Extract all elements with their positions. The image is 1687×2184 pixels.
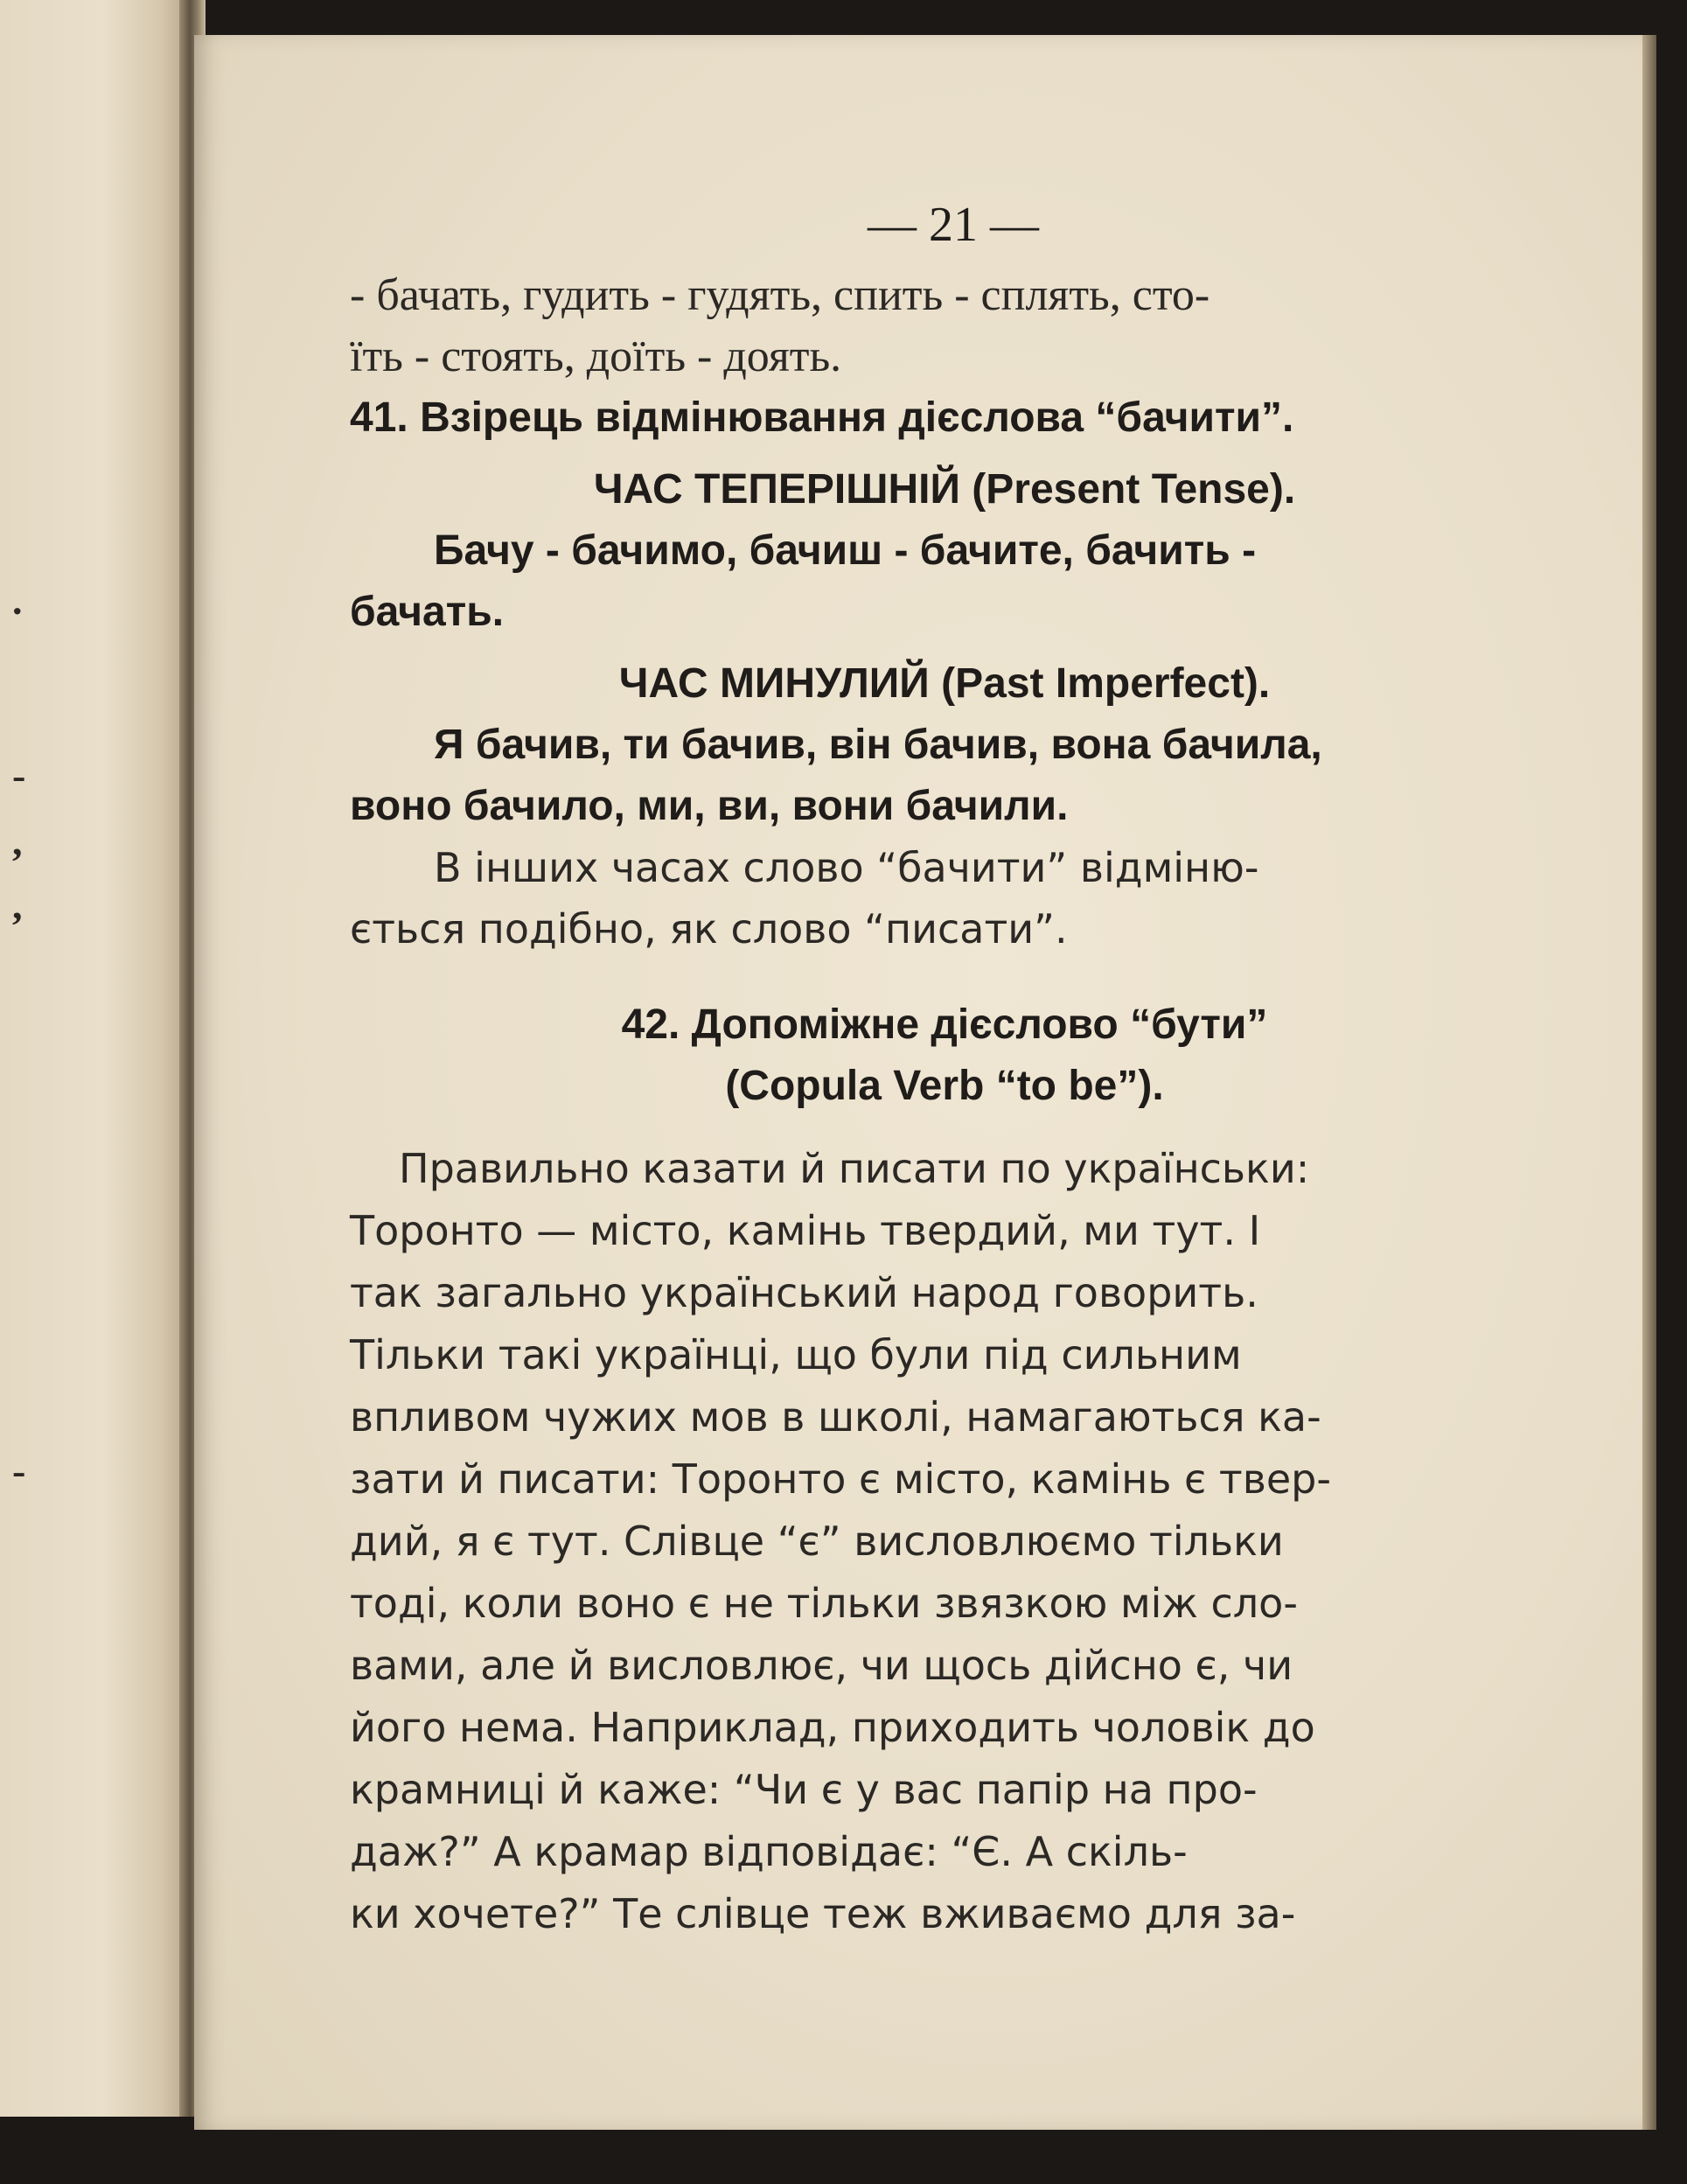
section-subheading: (Copula Verb “to be”). xyxy=(725,1063,1164,1109)
subheading-past-imperfect: ЧАС МИНУЛИЙ (Past Imperfect). xyxy=(618,660,1271,707)
text-line: їть - стоять, доїть - доять. xyxy=(350,331,842,381)
left-page-edge-mark: . xyxy=(12,578,23,623)
section-heading: 42. Допоміжне дієслово “бути” xyxy=(621,1001,1268,1048)
text-line: крамниці й каже: “Чи є у вас папір на про- xyxy=(350,1766,1258,1813)
text-line: ється подібно, як слово “писати”. xyxy=(350,905,1068,952)
text-line: дий, я є тут. Слівце “є” висловлюємо тільки xyxy=(350,1518,1284,1565)
text-line: тоді, коли воно є не тільки звязкою між сло- xyxy=(350,1580,1298,1627)
text-line: даж?” А крамар відповідає: “Є. А скіль- xyxy=(350,1828,1188,1875)
left-page-edge-mark: - xyxy=(12,753,26,798)
left-page xyxy=(0,0,188,2117)
section-heading: 41. Взірець відмінювання дієслова “бачити”. xyxy=(350,394,1294,441)
text-line: Торонто — місто, камінь твердий, ми тут. І xyxy=(350,1207,1261,1254)
text-line: Бачу - бачимо, бачиш - бачите, бачить - xyxy=(434,527,1257,574)
text-line: впливом чужих мов в школі, намагаються ка- xyxy=(350,1393,1321,1441)
text-line: воно бачило, ми, ви, вони бачили. xyxy=(350,783,1069,829)
text-line: його нема. Наприклад, приходить чоловік до xyxy=(350,1704,1315,1751)
text-line: - бачать, гудить - гудять, спить - сплять, сто- xyxy=(350,270,1210,320)
page-content xyxy=(350,197,1539,1945)
text-line: вами, але й висловлює, чи щось дійсно є, чи xyxy=(350,1642,1293,1689)
text-line: Правильно казати й писати по українськи: xyxy=(399,1145,1310,1192)
page-edge xyxy=(1642,35,1656,2130)
text-line: бачать. xyxy=(350,589,505,635)
left-page-edge-mark: - xyxy=(12,1448,26,1493)
left-page-edge-mark: , xyxy=(12,819,23,863)
left-page-edge-mark: , xyxy=(12,883,23,927)
text-line: Я бачив, ти бачив, він бачив, вона бачила, xyxy=(434,722,1322,768)
text-line: Тільки такі українці, що були під сильним xyxy=(350,1331,1242,1378)
subheading-present-tense: ЧАС ТЕПЕРІШНІЙ (Present Tense). xyxy=(593,466,1296,513)
text-line: так загально український народ говорить. xyxy=(350,1269,1258,1316)
page-number: — 21 — xyxy=(868,198,1039,252)
text-line: зати й писати: Торонто є місто, камінь є твер- xyxy=(350,1455,1331,1503)
text-line: В інших часах слово “бачити” відміню- xyxy=(434,844,1259,891)
text-line: ки хочете?” Те слівце теж вживаємо для за- xyxy=(350,1890,1296,1937)
